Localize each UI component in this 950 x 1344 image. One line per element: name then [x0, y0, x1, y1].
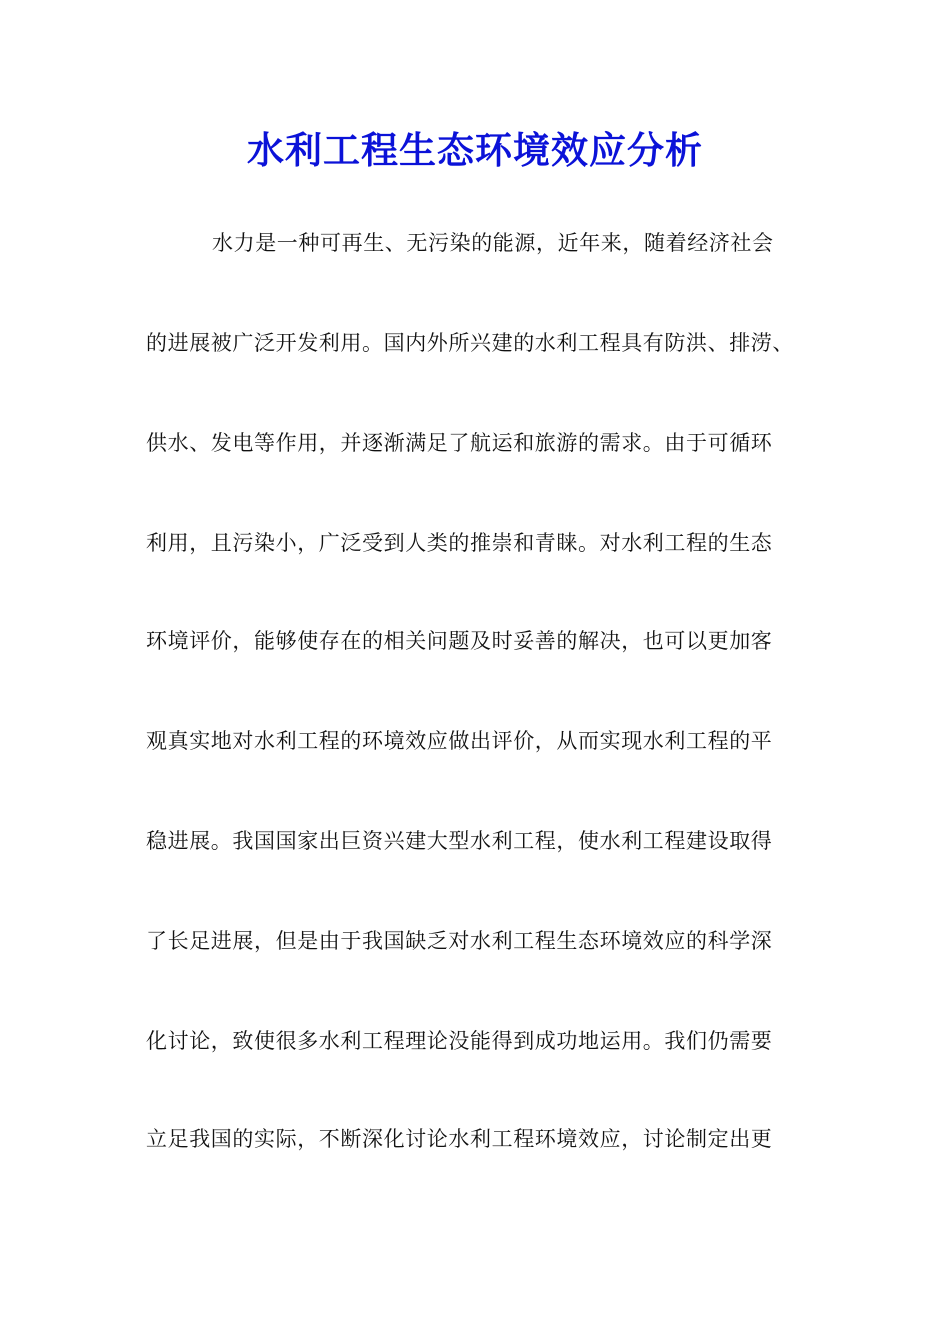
body-line: 稳进展。我国国家出巨资兴建大型水利工程，使水利工程建设取得: [146, 829, 773, 853]
body-line: 立足我国的实际，不断深化讨论水利工程环境效应，讨论制定出更: [146, 1127, 773, 1151]
document-title: 水利工程生态环境效应分析: [247, 128, 703, 172]
body-line: 了长足进展，但是由于我国缺乏对水利工程生态环境效应的科学深: [146, 929, 773, 953]
body-line: 的进展被广泛开发利用。国内外所兴建的水利工程具有防洪、排涝、: [146, 331, 794, 355]
body-line: 水力是一种可再生、无污染的能源，近年来，随着经济社会: [212, 231, 774, 255]
body-line: 利用，且污染小，广泛受到人类的推崇和青睐。对水利工程的生态: [146, 531, 773, 555]
body-line: 观真实地对水利工程的环境效应做出评价，从而实现水利工程的平: [146, 729, 773, 753]
body-line: 供水、发电等作用，并逐渐满足了航运和旅游的需求。由于可循环: [146, 431, 773, 455]
body-line: 化讨论，致使很多水利工程理论没能得到成功地运用。我们仍需要: [146, 1029, 773, 1053]
body-line: 环境评价，能够使存在的相关问题及时妥善的解决，也可以更加客: [146, 629, 773, 653]
